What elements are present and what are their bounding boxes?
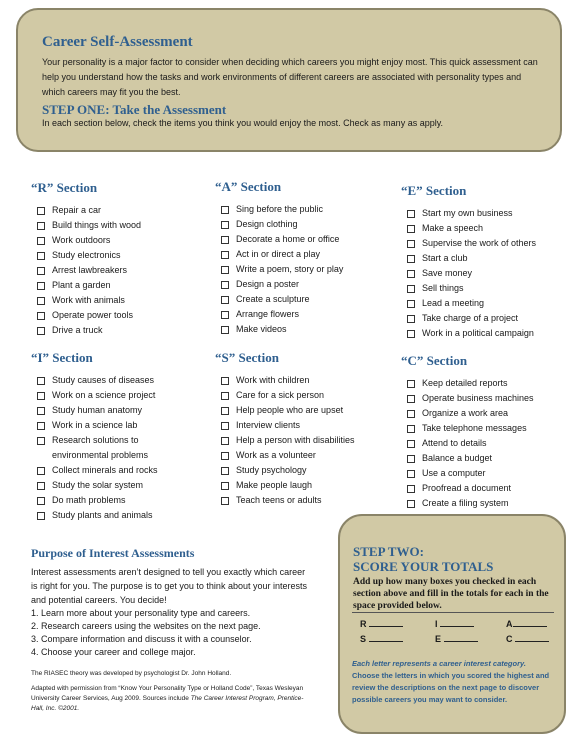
checkbox[interactable] (37, 377, 45, 385)
checkbox[interactable] (221, 206, 229, 214)
checklist-item[interactable] (401, 421, 571, 436)
checklist-item[interactable] (31, 278, 201, 293)
checkbox[interactable] (37, 422, 45, 430)
checkbox[interactable] (407, 410, 415, 418)
total-input-a[interactable] (513, 618, 547, 627)
checklist-item[interactable] (401, 296, 571, 311)
checklist-item[interactable] (31, 293, 201, 308)
item-label: Study psychology (236, 465, 307, 475)
checkbox[interactable] (221, 221, 229, 229)
item-label: Interview clients (236, 420, 301, 430)
checklist-item[interactable] (401, 466, 571, 481)
instructions-text: In each section below, check the items you think you would enjoy the most. Check as many as apply. (42, 118, 444, 128)
total-a[interactable]: A (506, 618, 547, 629)
total-s[interactable]: S (360, 633, 403, 644)
checklist-item[interactable] (401, 406, 571, 421)
purpose-body: Interest assessments aren’t designed to tell you exactly which career is right for you. The purpose is to get you to think about your interests and potential careers. You decide! (31, 567, 307, 605)
purpose-step: 4. Choose your career and college major. (31, 647, 196, 657)
item-label: Arrange flowers (236, 309, 300, 319)
credits (31, 669, 311, 714)
checklist-item[interactable] (215, 463, 395, 478)
checkbox[interactable] (221, 437, 229, 445)
total-input-s[interactable] (369, 633, 403, 642)
checkbox[interactable] (407, 225, 415, 233)
item-label: Study the solar system (52, 480, 144, 490)
checkbox[interactable] (37, 267, 45, 275)
item-label: Study human anatomy (52, 405, 143, 415)
checklist-item[interactable] (31, 388, 206, 403)
checklist-item[interactable] (31, 433, 172, 463)
total-r[interactable]: R (360, 618, 403, 629)
item-label: Study electronics (52, 250, 121, 260)
checklist-item[interactable] (401, 221, 571, 236)
riasec-credit: The RIASEC theory was developed by psychologist Dr. John Holland. (31, 670, 232, 677)
checklist-item[interactable] (401, 251, 571, 266)
item-label: Work with children (236, 375, 310, 385)
item-label: Act in or direct a play (236, 249, 321, 259)
checklist-item[interactable] (215, 403, 395, 418)
step-two-subtitle: SCORE YOUR TOTALS (353, 559, 494, 574)
item-label: Start a club (422, 253, 468, 263)
checkbox[interactable] (407, 440, 415, 448)
item-label: Do math problems (52, 495, 126, 505)
checkbox[interactable] (407, 425, 415, 433)
checkbox[interactable] (221, 296, 229, 304)
checklist-item[interactable] (215, 418, 395, 433)
purpose-steps (31, 607, 311, 659)
section-title: “R” Section (31, 180, 98, 195)
checkbox[interactable] (407, 270, 415, 278)
checklist-item[interactable] (215, 277, 390, 292)
section-a (215, 179, 390, 337)
checkbox[interactable] (407, 300, 415, 308)
checklist-item[interactable] (215, 292, 390, 307)
checklist-item[interactable] (401, 391, 571, 406)
item-label: Proofread a document (422, 483, 512, 493)
checkbox[interactable] (37, 237, 45, 245)
item-label: Work in a science lab (52, 420, 138, 430)
item-label: Start my own business (422, 208, 513, 218)
purpose-step: 1. Learn more about your personality type and careers. (31, 608, 251, 618)
checkbox[interactable] (37, 392, 45, 400)
item-label: Plant a garden (52, 280, 111, 290)
item-label: Balance a budget (422, 453, 493, 463)
checklist-item[interactable] (401, 451, 571, 466)
checklist-item[interactable] (215, 373, 395, 388)
item-label: Attend to details (422, 438, 487, 448)
item-label: Supervise the work of others (422, 238, 537, 248)
checkbox[interactable] (407, 210, 415, 218)
checkbox[interactable] (221, 452, 229, 460)
checkbox[interactable] (407, 240, 415, 248)
item-label: Collect minerals and rocks (52, 465, 158, 475)
checklist-item[interactable] (31, 493, 206, 508)
checklist-item[interactable] (401, 496, 571, 511)
section-title: “S” Section (215, 350, 279, 365)
total-e[interactable]: E (435, 633, 478, 644)
checklist-item[interactable] (215, 388, 395, 403)
checkbox[interactable] (221, 377, 229, 385)
total-input-c[interactable] (515, 633, 549, 642)
item-label: Design clothing (236, 219, 298, 229)
section-title: “I” Section (31, 350, 93, 365)
item-label: Take charge of a project (422, 313, 519, 323)
checkbox[interactable] (407, 315, 415, 323)
checklist-item[interactable] (401, 236, 571, 251)
checkbox[interactable] (37, 252, 45, 260)
step-one-heading: STEP ONE: Take the Assessment (42, 102, 227, 117)
purpose-step: 3. Compare information and discuss it with a counselor. (31, 634, 252, 644)
checkbox[interactable] (407, 485, 415, 493)
item-label: Help a person with disabilities (236, 435, 355, 445)
checkbox[interactable] (221, 422, 229, 430)
checklist-item[interactable] (31, 203, 201, 218)
checkbox[interactable] (407, 330, 415, 338)
item-label: Use a computer (422, 468, 486, 478)
item-label: Create a sculpture (236, 294, 310, 304)
item-label: Study plants and animals (52, 510, 153, 520)
item-label: Arrest lawbreakers (52, 265, 128, 275)
item-label: Make people laugh (236, 480, 313, 490)
checklist-item[interactable] (31, 463, 206, 478)
checkbox[interactable] (221, 407, 229, 415)
item-label: Take telephone messages (422, 423, 527, 433)
item-label: Research solutions to environmental problems (52, 435, 149, 460)
item-label: Help people who are upset (236, 405, 344, 415)
checkbox[interactable] (221, 311, 229, 319)
checkbox[interactable] (221, 482, 229, 490)
checklist-item[interactable] (31, 323, 201, 338)
checkbox[interactable] (37, 407, 45, 415)
item-label: Write a poem, story or play (236, 264, 344, 274)
checkbox[interactable] (221, 467, 229, 475)
checkbox[interactable] (407, 500, 415, 508)
checkbox[interactable] (407, 380, 415, 388)
item-label: Make a speech (422, 223, 484, 233)
item-label: Work with animals (52, 295, 125, 305)
page-title: Career Self-Assessment (42, 34, 193, 50)
item-label: Teach teens or adults (236, 495, 322, 505)
step-two-box (338, 514, 566, 734)
item-label: Make videos (236, 324, 287, 334)
checkbox[interactable] (37, 297, 45, 305)
checklist-item[interactable] (401, 206, 571, 221)
checklist-item[interactable] (31, 233, 201, 248)
item-label: Sell things (422, 283, 464, 293)
checklist-item[interactable] (215, 478, 395, 493)
checklist-item[interactable] (401, 436, 571, 451)
section-r (31, 180, 201, 338)
checklist-item[interactable] (215, 262, 390, 277)
checkbox[interactable] (221, 326, 229, 334)
checkbox[interactable] (407, 470, 415, 478)
checklist-item[interactable] (401, 376, 571, 391)
item-label: Repair a car (52, 205, 102, 215)
item-label: Work in a political campaign (422, 328, 534, 338)
checkbox[interactable] (221, 236, 229, 244)
adaptation-credit: Adapted with permission from “Know Your Personality Type or Holland Code”, Texas Wesleyan University Career Services, Aug 2009. Sources include The Career Interest Program, Prentice-Hall, Inc. ©2001. (31, 685, 304, 712)
total-input-i[interactable] (440, 618, 474, 627)
checkbox[interactable] (221, 266, 229, 274)
checklist-item[interactable] (31, 418, 206, 433)
section-s (215, 350, 395, 508)
total-c[interactable]: C (506, 633, 549, 644)
checklist-item[interactable] (31, 373, 206, 388)
checklist-item[interactable] (31, 478, 206, 493)
item-label: Organize a work area (422, 408, 509, 418)
checkbox[interactable] (37, 482, 45, 490)
item-label: Decorate a home or office (236, 234, 340, 244)
item-label: Sing before the public (236, 204, 324, 214)
purpose-title: Purpose of Interest Assessments (31, 546, 195, 560)
item-label: Operate business machines (422, 393, 534, 403)
section-title: “C” Section (401, 353, 468, 368)
item-label: Work on a science project (52, 390, 156, 400)
checkbox[interactable] (37, 467, 45, 475)
checklist-item[interactable] (215, 217, 390, 232)
section-c (401, 353, 571, 511)
item-label: Save money (422, 268, 473, 278)
step-two-note: Each letter represents a career interest category. Choose the letters in which you scored the highest and review the descriptions on the next page to discover possible careers you may want to consider. (352, 659, 550, 704)
section-e (401, 183, 571, 341)
checkbox[interactable] (37, 437, 45, 445)
checklist-item[interactable] (215, 202, 390, 217)
checkbox[interactable] (37, 512, 45, 520)
purpose-step: 2. Research careers using the websites on the next page. (31, 621, 261, 631)
step-two-description: Add up how many boxes you checked in each section above and fill in the totals for each in the space provided below. (353, 577, 549, 611)
checkbox[interactable] (407, 285, 415, 293)
checkbox[interactable] (37, 222, 45, 230)
checklist-item[interactable] (31, 403, 206, 418)
checklist-item[interactable] (31, 508, 206, 523)
checklist-item[interactable] (215, 433, 395, 448)
step-two-title: STEP TWO: (353, 544, 424, 559)
total-input-e[interactable] (444, 633, 478, 642)
checkbox[interactable] (37, 312, 45, 320)
checkbox[interactable] (407, 255, 415, 263)
checkbox[interactable] (407, 455, 415, 463)
item-label: Lead a meeting (422, 298, 485, 308)
item-label: Care for a sick person (236, 390, 325, 400)
checklist-item[interactable] (401, 326, 571, 341)
checkbox[interactable] (221, 497, 229, 505)
item-label: Keep detailed reports (422, 378, 508, 388)
checkbox[interactable] (221, 281, 229, 289)
checklist-item[interactable] (401, 311, 571, 326)
checklist-item[interactable] (31, 308, 201, 323)
checklist-item[interactable] (401, 266, 571, 281)
checkbox[interactable] (221, 392, 229, 400)
checklist-item[interactable] (401, 481, 571, 496)
section-title: “E” Section (401, 183, 467, 198)
checkbox[interactable] (407, 395, 415, 403)
checklist-item[interactable] (215, 232, 390, 247)
intro-text: Your personality is a major factor to consider when deciding which careers you might enjoy most. This quick assessment can help you understand how the tasks and work environments of different careers are associated with personality types and which careers may fit you the best. (42, 57, 538, 97)
section-i (31, 350, 206, 523)
purpose-section (31, 546, 311, 714)
item-label: Work outdoors (52, 235, 111, 245)
checklist-item[interactable] (215, 247, 390, 262)
checklist-item[interactable] (215, 493, 395, 508)
checklist-item[interactable] (31, 263, 201, 278)
assessment-header-box (16, 8, 562, 152)
item-label: Operate power tools (52, 310, 134, 320)
item-label: Work as a volunteer (236, 450, 316, 460)
total-i[interactable]: I (435, 618, 474, 629)
item-label: Drive a truck (52, 325, 103, 335)
checkbox[interactable] (37, 327, 45, 335)
checklist-item[interactable] (31, 218, 201, 233)
checkbox[interactable] (37, 282, 45, 290)
item-label: Study causes of diseases (52, 375, 155, 385)
divider (352, 612, 554, 613)
checklist-item[interactable] (401, 281, 571, 296)
checklist-item[interactable] (215, 307, 390, 322)
item-label: Create a filing system (422, 498, 509, 508)
checklist-item[interactable] (215, 448, 395, 463)
checklist-item[interactable] (215, 322, 390, 337)
checklist-item[interactable] (31, 248, 201, 263)
checkbox[interactable] (221, 251, 229, 259)
total-input-r[interactable] (369, 618, 403, 627)
item-label: Design a poster (236, 279, 300, 289)
item-label: Build things with wood (52, 220, 142, 230)
checkbox[interactable] (37, 207, 45, 215)
checkbox[interactable] (37, 497, 45, 505)
section-title: “A” Section (215, 179, 282, 194)
